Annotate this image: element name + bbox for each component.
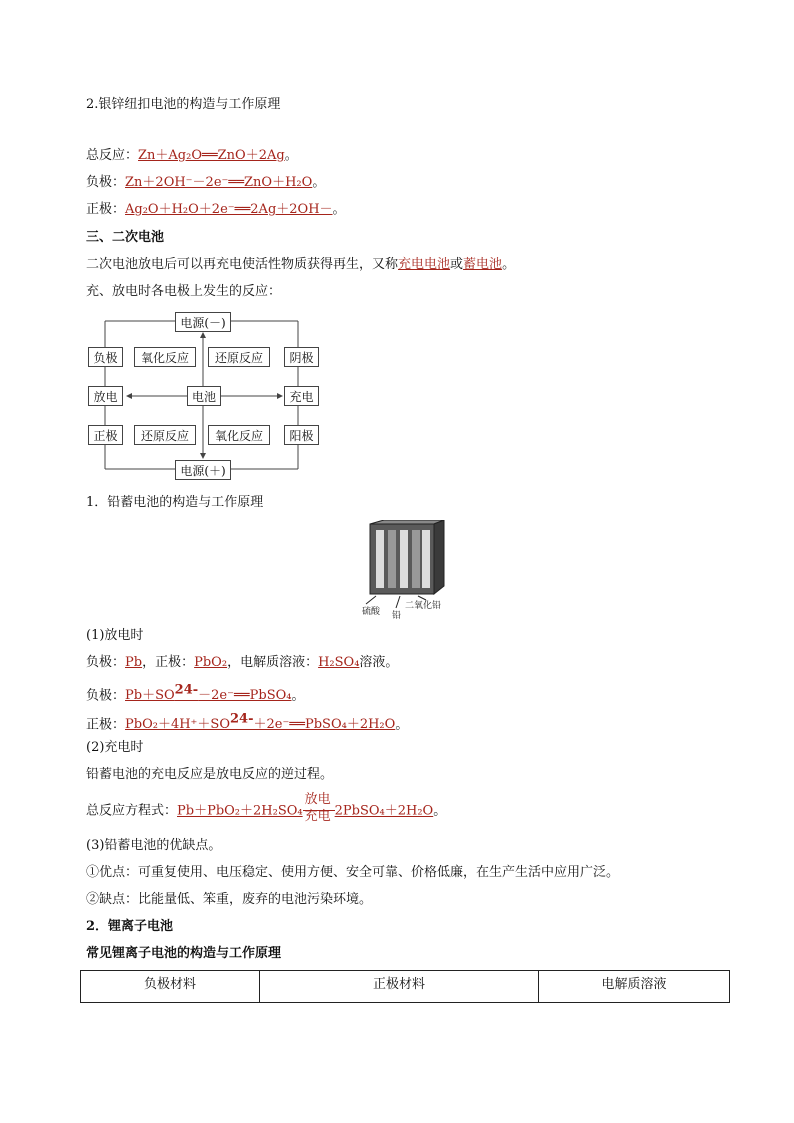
lithium-subheading: 常见锂离子电池的构造与工作原理: [86, 946, 282, 961]
charge-description: 铅蓄电池的充电反应是放电反应的逆过程。: [86, 767, 334, 782]
period: 。: [502, 257, 516, 272]
oxidation-bottom-box: 氧化反应: [208, 425, 270, 445]
cathode-box: 阴极: [284, 347, 319, 367]
discharge-materials-line: [86, 654, 398, 672]
column-header-electrolyte: 电解质溶液: [539, 971, 730, 1003]
lithium-table: [80, 970, 730, 1003]
lead-total-equation-right: 2PbSO₄＋2H₂O: [334, 803, 434, 819]
anode-box: 阳极: [284, 425, 319, 445]
electrolyte-label: ，电解质溶液：: [227, 655, 319, 670]
power-positive-box: 电源(＋): [175, 460, 231, 480]
oxidation-left-box: 氧化反应: [134, 347, 196, 367]
period: 。: [312, 175, 326, 190]
period: 。: [332, 202, 346, 217]
positive-equation: Ag₂O＋H₂O＋2e⁻══2Ag＋2OH－: [125, 202, 333, 217]
section-heading-silver-zinc: 2.银锌纽扣电池的构造与工作原理: [86, 97, 281, 112]
term-rechargeable: 充电电池: [398, 257, 451, 272]
fig-label-sulfuric-acid: 硫酸: [362, 607, 381, 617]
lead-positive-equation: $PbO_2+4H^++SO^{24-}+2e^-══PbSO_4+2H_2O$: [125, 712, 396, 733]
negative-equation: Zn＋2OH⁻－2e⁻══ZnO＋H₂O: [125, 175, 313, 190]
lead-positive-line: [86, 711, 408, 734]
reversible-arrow: 放电 充电: [303, 802, 335, 820]
negative-electrode-box: 负极: [88, 347, 123, 367]
intro-text: 二次电池放电后可以再充电使活性物质获得再生，又称: [86, 257, 399, 272]
period: 。: [284, 148, 298, 163]
total-reaction-equation: Zn＋Ag₂O══ZnO＋2Ag: [138, 148, 285, 163]
period: 。: [395, 717, 409, 733]
total-reaction-label: 总反应：: [86, 148, 139, 163]
period: 。: [433, 803, 447, 819]
power-negative-box: 电源(－): [175, 312, 231, 332]
discharge-box: 放电: [88, 386, 123, 406]
electrolyte-material: H₂SO₄: [318, 655, 360, 670]
column-header-positive: 正极材料: [260, 971, 539, 1003]
cons-text: ②缺点：比能量低、笨重，废弃的电池污染环境。: [86, 892, 373, 907]
pros-text: ①优点：可重复使用、电压稳定、使用方便、安全可靠、价格低廉，在生产生活中应用广泛。: [86, 865, 620, 880]
total-label: 总反应方程式：: [86, 803, 178, 819]
fig-label-lead: 铅: [392, 611, 402, 621]
lead-negative-equation: $Pb+SO^{24-}-2e^-══PbSO_4$: [125, 683, 292, 704]
or-text: 或: [450, 257, 464, 272]
positive-label: 正极：: [86, 202, 126, 217]
battery-box: 电池: [187, 386, 221, 406]
lithium-heading: 2．锂离子电池: [86, 919, 174, 934]
table-header-row: [81, 971, 730, 1003]
pos-material: PbO₂: [194, 655, 228, 670]
term-storage: 蓄电池: [463, 257, 503, 272]
reduction-left-box: 还原反应: [134, 425, 196, 445]
neg-label: 负极：: [86, 655, 126, 670]
neg-label: 负极：: [86, 688, 126, 704]
electrolyte-end: 溶液。: [359, 655, 399, 670]
lead-negative-line: [86, 682, 305, 705]
lead-total-line: [86, 792, 447, 824]
reduction-top-box: 还原反应: [208, 347, 270, 367]
charge-title: (2)充电时: [86, 740, 144, 755]
discharge-title: (1)放电时: [86, 628, 144, 643]
neg-material: Pb: [125, 655, 143, 670]
period: 。: [291, 688, 305, 704]
charge-box: 充电: [284, 386, 319, 406]
reaction-intro: 充、放电时各电极上发生的反应：: [86, 284, 282, 299]
column-header-negative: 负极材料: [81, 971, 260, 1003]
pos-label: ，正极：: [142, 655, 195, 670]
positive-electrode-box: 正极: [88, 425, 123, 445]
pos-label: 正极：: [86, 717, 126, 733]
proscons-title: (3)铅蓄电池的优缺点。: [86, 838, 222, 853]
negative-label: 负极：: [86, 175, 126, 190]
lead-total-equation-left: Pb＋PbO₂＋2H₂SO₄: [177, 803, 303, 819]
lead-acid-heading: 1．铅蓄电池的构造与工作原理: [86, 495, 264, 510]
section-heading-secondary: 三、二次电池: [86, 230, 165, 245]
fig-label-lead-dioxide: 二氧化铅: [405, 601, 442, 611]
